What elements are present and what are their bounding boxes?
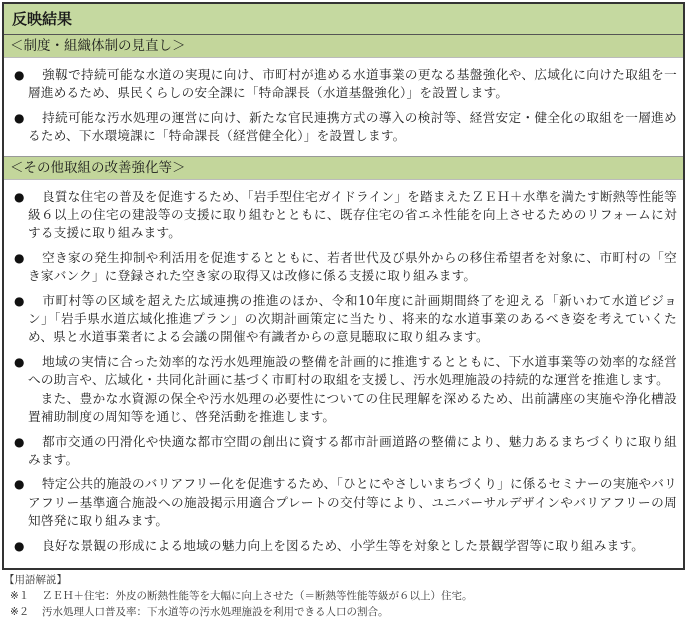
list-item <box>14 249 677 286</box>
item-text: 地域の実情に合った効率的な汚水処理施設の整備を計画的に推進するとともに、下水道事業等の効率的な経営への助言や、広域化・共同化計画に基づく市町村の取組を支援し、汚水処理施設の持続的な運営を推進します。 <box>28 353 677 388</box>
bullet-icon: ● <box>14 354 25 369</box>
note-text: 汚水処理人口普及率：下水道等の汚水処理施設を利用できる人口の割合。 <box>42 606 389 618</box>
list-item <box>14 475 677 530</box>
item-text: 持続可能な汚水処理の運営に向け、新たな官民連携方式の導入の検討等、経営安定・健全化の取組を一層進めるため、下水環境課に「特命課長（経営健全化）」を設置します。 <box>28 109 677 144</box>
item-text: 都市交通の円滑化や快適な都市空間の創出に資する都市計画道路の整備により、魅力あるまちづくりに取り組みます。 <box>28 433 677 467</box>
glossary-note <box>4 604 684 620</box>
item-text: 特定公共的施設のバリアフリー化を促進するため、「ひとにやさしいまちづくり」に係るセミナーの実施やバリアフリー基準適合施設への施設掲示用適合プレートの交付等により、ユニバーサルデザインやバリアフリーの周知啓発に取り組みます。 <box>28 476 677 529</box>
item-text: 市町村等の区域を超えた広域連携の推進のほか、令和10年度に計画期間終了を迎える「新いわて水道ビジョン」「岩手県水道広域化推進プラン」の次期計画策定に当たり、将来的な水道事業のあるべき姿を考えていくため、県と水道事業者による会議の開催や有識者からの意見聴取に取り組みます。 <box>28 292 677 345</box>
list-item <box>14 292 677 347</box>
section-items-system-review <box>4 58 683 156</box>
bullet-icon: ● <box>14 293 25 308</box>
section-heading-system-review: ＜制度・組織体制の見直し＞ <box>4 35 683 58</box>
glossary-heading: 【用語解説】 <box>4 574 67 586</box>
section-heading-other-improvements: ＜その他取組の改善強化等＞ <box>4 156 683 180</box>
bullet-icon: ● <box>14 189 25 204</box>
box-title: 反映結果 <box>4 4 683 35</box>
list-item <box>14 188 677 243</box>
bullet-icon: ● <box>14 110 25 125</box>
results-box <box>2 2 685 570</box>
list-item <box>14 537 677 555</box>
note-mark: ※２ <box>10 606 30 618</box>
section-items-other-improvements <box>4 180 683 565</box>
note-text: ＺＥＨ＋住宅：外皮の断熱性能等を大幅に向上させた（＝断熱等性能等級が６以上）住宅。 <box>42 590 473 602</box>
note-mark: ※１ <box>10 590 30 602</box>
bullet-icon: ● <box>14 434 25 449</box>
item-text: 良質な住宅の普及を促進するため、「岩手型住宅ガイドライン」を踏まえたＺＥＨ＋水準を満たす断熱等性能等級６以上の住宅の建設等の支援に取り組むとともに、既存住宅の省エネ性能を向上させるためのリフォームに対する支援に取り組みます。 <box>28 188 677 241</box>
bullet-icon: ● <box>14 250 25 265</box>
list-item <box>14 66 677 103</box>
list-item <box>14 109 677 146</box>
bullet-icon: ● <box>14 477 25 492</box>
item-text: 強靱で持続可能な水道の実現に向け、市町村が進める水道事業の更なる基盤強化や、広域化に向けた取組を一層進めるため、県民くらしの安全課に「特命課長（水道基盤強化）」を設置します。 <box>28 67 677 101</box>
bullet-icon: ● <box>14 538 25 553</box>
list-item <box>14 353 677 427</box>
item-text: 良好な景観の形成による地域の魅力向上を図るため、小学生等を対象とした景観学習等に取り組みます。 <box>42 537 645 553</box>
item-text: 空き家の発生抑制や利活用を促進するとともに、若者世代及び県外からの移住希望者を対象に、市町村の「空き家バンク」に登録された空き家の取得又は改修に係る支援に取り組みます。 <box>28 249 677 284</box>
item-text-continued: また、豊かな水資源の保全や汚水処理の必要性についての住民理解を深めるため、出前講座の実施や浄化槽設置補助制度の周知等を通じ、啓発活動を推進します。 <box>28 390 677 425</box>
glossary-note <box>4 588 684 604</box>
glossary <box>4 572 684 620</box>
list-item <box>14 433 677 470</box>
bullet-icon: ● <box>14 68 25 82</box>
